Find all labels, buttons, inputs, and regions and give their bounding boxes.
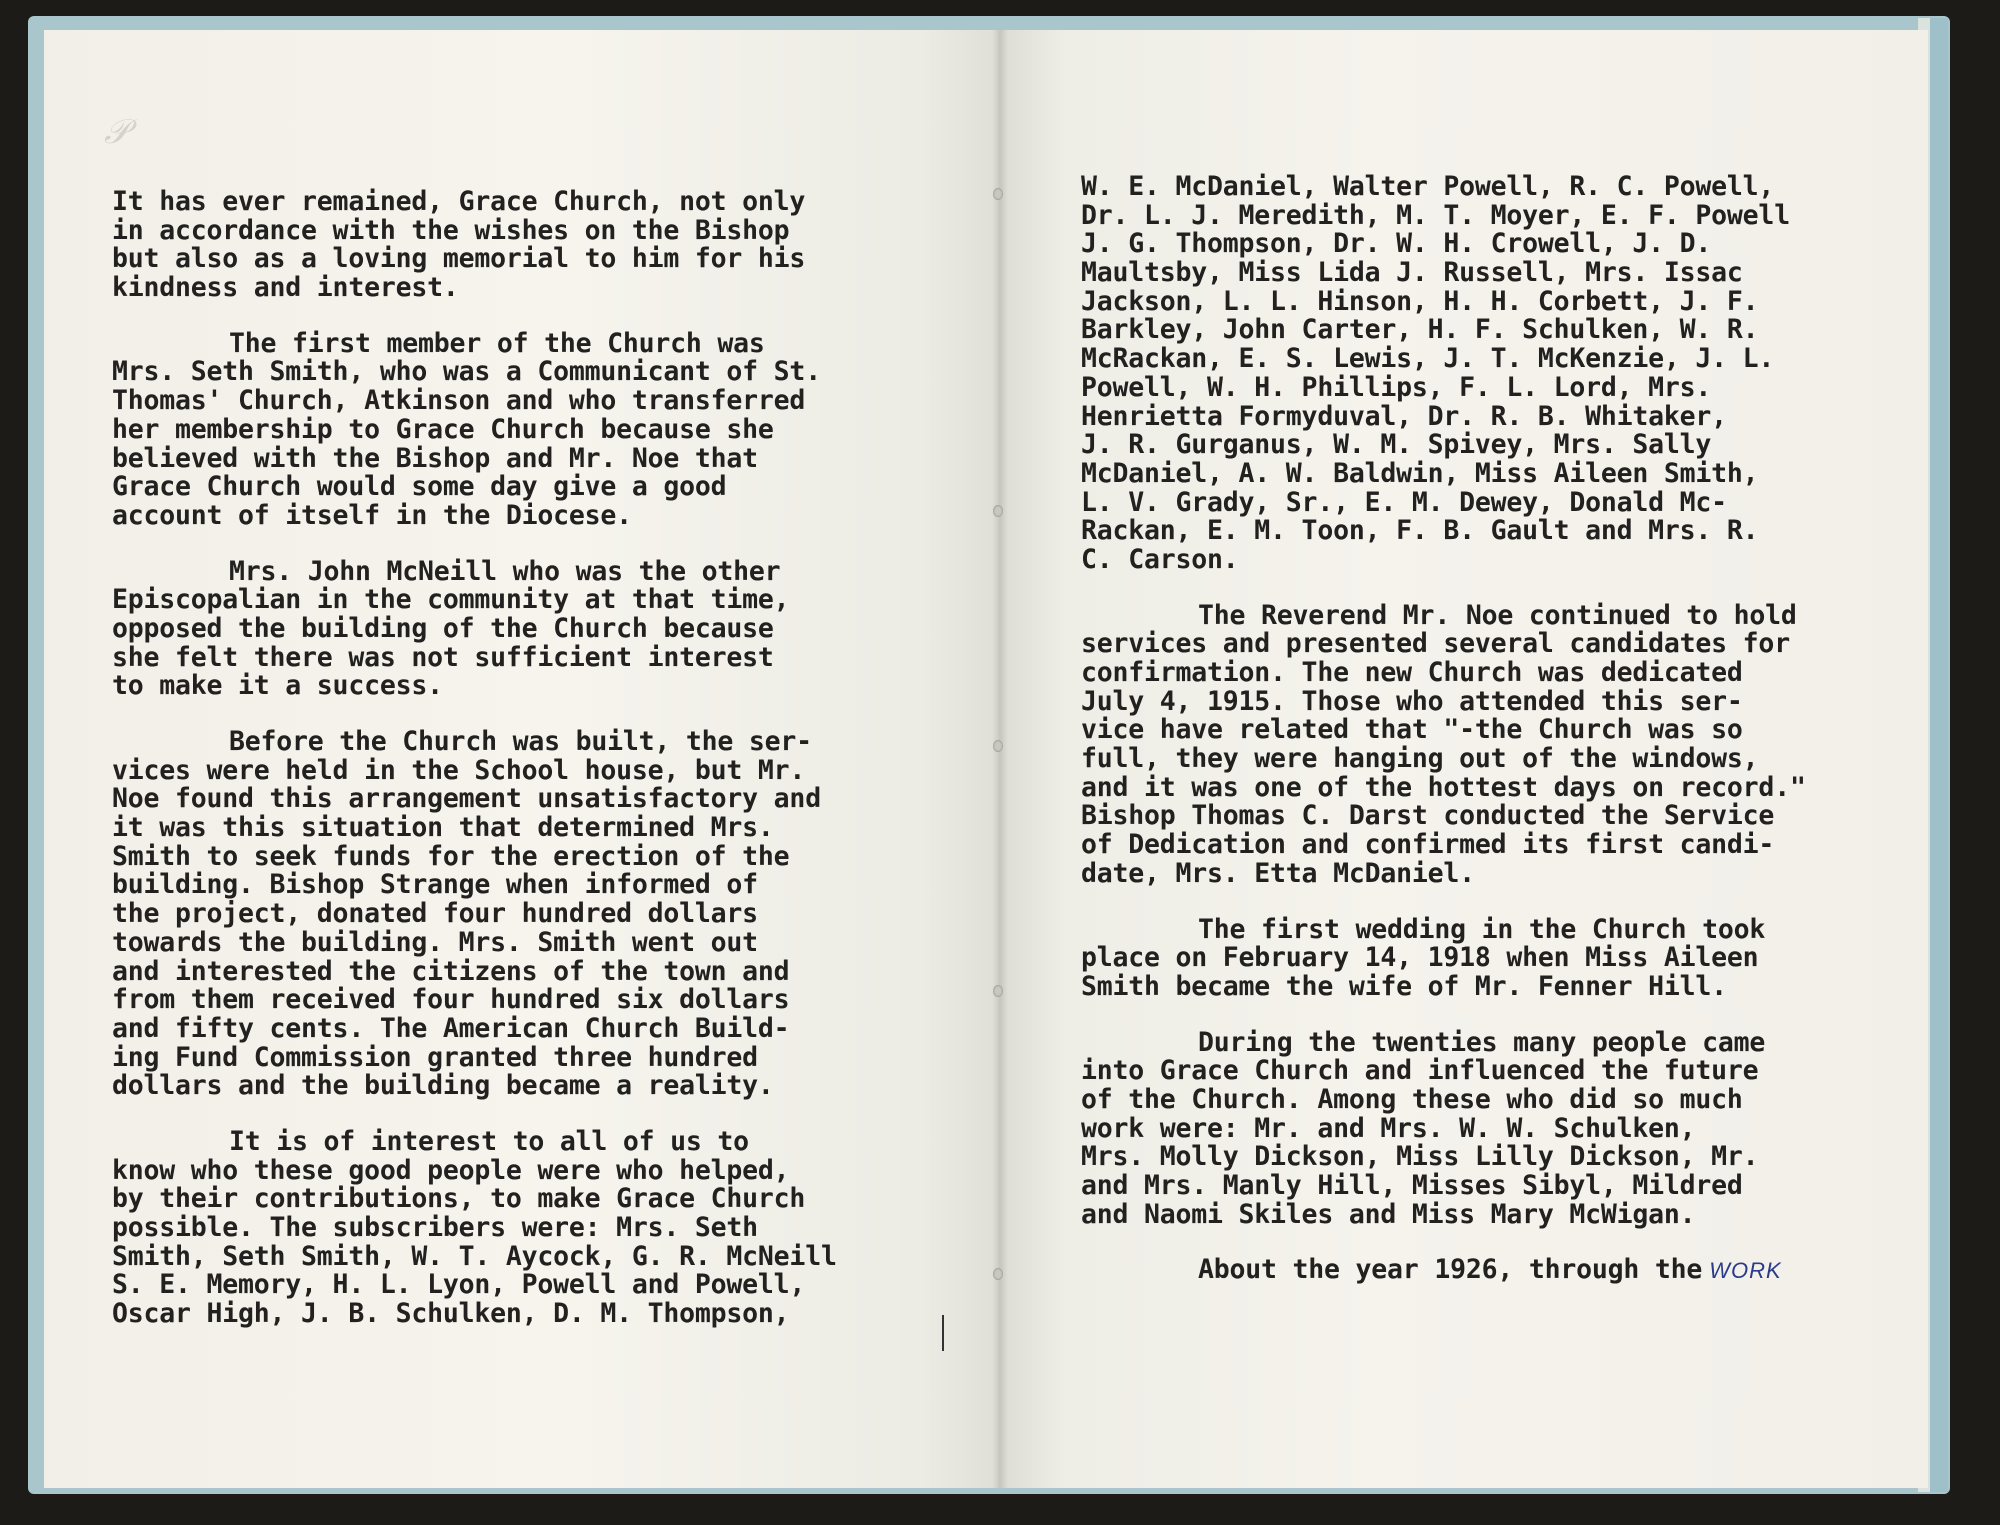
text-line: but also as a loving memorial to him for his xyxy=(112,243,806,275)
text-line: by their contributions, to make Grace Church xyxy=(112,1183,806,1215)
paragraph xyxy=(1081,599,1806,889)
binding-hole xyxy=(993,1268,1003,1280)
text-line: J. R. Gurganus, W. M. Spivey, Mrs. Sally xyxy=(1081,429,1712,461)
text-line: Henrietta Formyduval, Dr. R. B. Whitaker, xyxy=(1081,400,1727,432)
text-line: from them received four hundred six dollars xyxy=(112,984,790,1016)
left-page-text xyxy=(112,188,837,1356)
text-line: Mrs. Molly Dickson, Miss Lilly Dickson, Mr. xyxy=(1081,1141,1759,1173)
paragraph xyxy=(112,327,837,531)
text-line: opposed the building of the Church because xyxy=(112,612,774,644)
text-line: It is of interest to all of us to xyxy=(229,1125,749,1157)
text-line: to make it a success. xyxy=(112,670,443,702)
text-line: Powell, W. H. Phillips, F. L. Lord, Mrs. xyxy=(1081,371,1712,403)
text-line: the project, donated four hundred dollars xyxy=(112,898,758,930)
binding-hole xyxy=(993,188,1003,200)
paragraph xyxy=(1081,173,1806,575)
text-line: work were: Mr. and Mrs. W. W. Schulken, xyxy=(1081,1112,1696,1144)
text-line: Mrs. Seth Smith, who was a Communicant of St. xyxy=(112,356,821,388)
text-line: vice have related that "-the Church was so xyxy=(1081,714,1743,746)
text-line: building. Bishop Strange when informed of xyxy=(112,869,758,901)
left-page xyxy=(44,30,999,1488)
text-line: S. E. Memory, H. L. Lyon, Powell and Powell, xyxy=(112,1269,806,1301)
text-line: C. Carson. xyxy=(1081,543,1239,575)
text-line: Maultsby, Miss Lida J. Russell, Mrs. Issac xyxy=(1081,257,1743,289)
text-line: Noe found this arrangement unsatisfactory and xyxy=(112,783,821,815)
text-line: dollars and the building became a reality. xyxy=(112,1070,774,1102)
text-line: she felt there was not sufficient interest xyxy=(112,641,774,673)
binding-hole xyxy=(993,505,1003,517)
text-line: Rackan, E. M. Toon, F. B. Gault and Mrs. R. xyxy=(1081,515,1759,547)
text-line: into Grace Church and influenced the future xyxy=(1081,1055,1759,1087)
text-line: Smith became the wife of Mr. Fenner Hill. xyxy=(1081,970,1727,1002)
paragraph xyxy=(112,728,837,1101)
text-line: Before the Church was built, the ser- xyxy=(229,726,812,757)
text-line: Grace Church would some day give a good xyxy=(112,471,727,503)
text-line: and fifty cents. The American Church Build- xyxy=(112,1012,790,1044)
text-line: The first wedding in the Church took xyxy=(1198,913,1766,945)
text-line: services and presented several candidates for xyxy=(1081,628,1790,660)
text-line: The first member of the Church was xyxy=(229,327,765,359)
text-line: possible. The subscribers were: Mrs. Seth xyxy=(112,1212,758,1243)
text-line: Smith to seek funds for the erection of the xyxy=(112,840,790,872)
text-line: of Dedication and confirmed its first candi- xyxy=(1081,829,1775,861)
text-line: kindness and interest. xyxy=(112,272,459,304)
text-line: McDaniel, A. W. Baldwin, Miss Aileen Smith, xyxy=(1081,457,1759,489)
text-line: Oscar High, J. B. Schulken, D. M. Thompson, xyxy=(112,1298,790,1330)
text-line: July 4, 1915. Those who attended this ser- xyxy=(1081,685,1743,717)
text-line: full, they were hanging out of the windows, xyxy=(1081,743,1759,775)
text-line: place on February 14, 1918 when Miss Aileen xyxy=(1081,942,1759,974)
text-line: It has ever remained, Grace Church, not only xyxy=(112,186,806,217)
text-line: Episcopalian in the community at that time, xyxy=(112,584,790,616)
text-line: Thomas' Church, Atkinson and who transferred xyxy=(112,385,806,417)
faint-pencil-mark: 𝒫 xyxy=(104,112,129,152)
text-line: and Mrs. Manly Hill, Misses Sibyl, Mildred xyxy=(1081,1170,1743,1201)
text-line: and it was one of the hottest days on record." xyxy=(1081,771,1806,803)
handwritten-word: WORK xyxy=(1702,1258,1782,1284)
text-line: towards the building. Mrs. Smith went out xyxy=(112,926,758,958)
paragraph xyxy=(112,555,837,702)
binding-hole xyxy=(993,740,1003,752)
paragraph xyxy=(112,188,837,303)
text-line: ing Fund Commission granted three hundred xyxy=(112,1041,758,1073)
paragraph xyxy=(112,1125,837,1330)
text-line: in accordance with the wishes on the Bishop xyxy=(112,214,790,246)
text-line: The Reverend Mr. Noe continued to hold xyxy=(1198,599,1797,631)
binding-hole xyxy=(993,985,1003,997)
text-line: confirmation. The new Church was dedicated xyxy=(1081,657,1743,688)
paragraph xyxy=(1081,1026,1806,1230)
right-page xyxy=(999,30,1928,1488)
text-line: About the year 1926, through the WORK xyxy=(1198,1254,1782,1286)
paragraph xyxy=(1081,913,1806,1002)
text-line: date, Mrs. Etta McDaniel. xyxy=(1081,857,1475,889)
text-line: Bishop Thomas C. Darst conducted the Service xyxy=(1081,800,1775,832)
text-line: L. V. Grady, Sr., E. M. Dewey, Donald Mc- xyxy=(1081,486,1727,518)
text-line: it was this situation that determined Mrs. xyxy=(112,812,774,844)
text-line: vices were held in the School house, but Mr. xyxy=(112,754,806,786)
text-line: Mrs. John McNeill who was the other xyxy=(229,555,781,587)
right-page-text xyxy=(1081,173,1806,1312)
text-line: account of itself in the Diocese. xyxy=(112,499,632,531)
text-line: of the Church. Among these who did so much xyxy=(1081,1083,1743,1115)
text-line: believed with the Bishop and Mr. Noe that xyxy=(112,442,758,474)
text-line: and interested the citizens of the town and xyxy=(112,955,790,987)
text-line: and Naomi Skiles and Miss Mary McWigan. xyxy=(1081,1198,1696,1230)
text-line: Dr. L. J. Meredith, M. T. Moyer, E. F. Powell xyxy=(1081,199,1790,231)
text-line: her membership to Grace Church because she xyxy=(112,413,774,445)
margin-rule-mark xyxy=(942,1315,944,1351)
text-line: J. G. Thompson, Dr. W. H. Crowell, J. D. xyxy=(1081,228,1712,260)
text-line: During the twenties many people came xyxy=(1198,1026,1766,1058)
text-line: Jackson, L. L. Hinson, H. H. Corbett, J. F. xyxy=(1081,285,1759,317)
text-line: know who these good people were who helped, xyxy=(112,1154,790,1186)
text-line: Smith, Seth Smith, W. T. Aycock, G. R. McNeill xyxy=(112,1240,837,1272)
text-line: W. E. McDaniel, Walter Powell, R. C. Powell, xyxy=(1081,171,1775,202)
text-line: Barkley, John Carter, H. F. Schulken, W. R. xyxy=(1081,314,1759,346)
paragraph xyxy=(1081,1256,1806,1285)
text-line: McRackan, E. S. Lewis, J. T. McKenzie, J. L. xyxy=(1081,343,1775,375)
